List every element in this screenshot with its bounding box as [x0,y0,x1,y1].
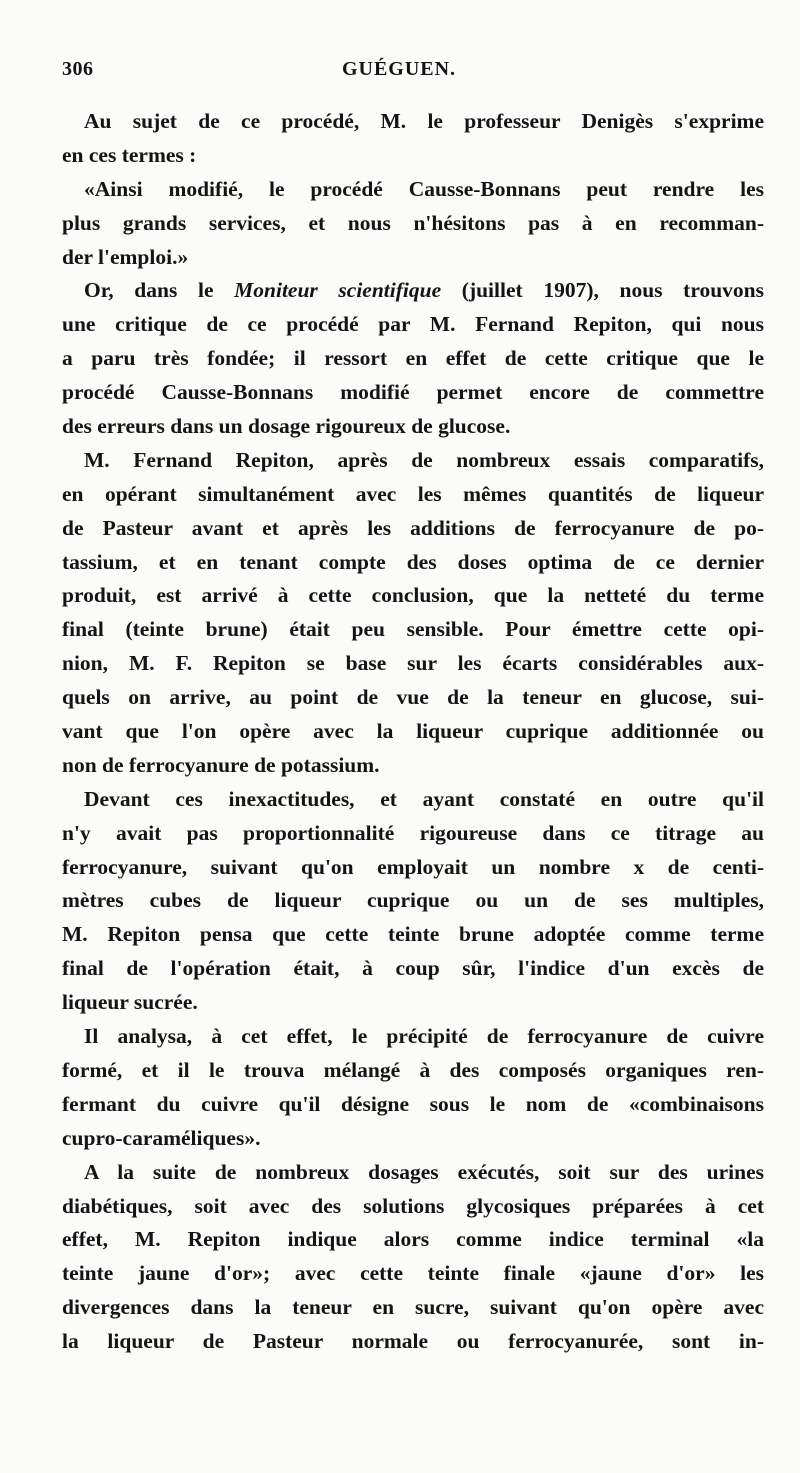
text-line: effet, M. Repiton indique alors comme indice terminal «la [62,1227,764,1252]
text-line: M. Repiton pensa que cette teinte brune adoptée comme terme [62,922,764,947]
text-line: Il analysa, à cet effet, le précipité de ferrocyanure de cuivre [84,1024,764,1049]
text-line-with-italic: Or, dans le Moniteur scientifique (juillet 1907), nous trouvons [84,278,765,303]
text-line: final (teinte brune) était peu sensible. Pour émettre cette opi- [62,617,764,642]
page-number: 306 [62,58,94,80]
text-line: non de ferrocyanure de potassium. [62,752,380,777]
text-line: de Pasteur avant et après les additions de ferrocyanure de po- [62,515,764,540]
text-line: fermant du cuivre qu'il désigne sous le nom de «combinaisons [62,1091,764,1116]
body-text [62,105,764,1359]
text-line: produit, est arrivé à cette conclusion, que la netteté du terme [62,583,764,608]
text-line: une critique de ce procédé par M. Fernand Repiton, qui nous [62,312,764,337]
text-line: n'y avait pas proportionnalité rigoureuse dans ce titrage au [62,820,764,845]
text-line: divergences dans la teneur en sucre, suivant qu'on opère avec [62,1295,764,1320]
text-line: M. Fernand Repiton, après de nombreux essais comparatifs, [84,447,764,472]
text-line: «Ainsi modifié, le procédé Causse-Bonnans peut rendre les [84,176,764,201]
text-line: cupro-caraméliques». [62,1125,261,1150]
text-line: A la suite de nombreux dosages exécutés, soit sur des urines [84,1159,764,1184]
text-line: la liqueur de Pasteur normale ou ferrocyanurée, sont in- [62,1329,764,1354]
italic-title: Moniteur scientifique [234,278,442,303]
running-head: GUÉGUEN. [341,58,457,80]
text-line: teinte jaune d'or»; avec cette teinte finale «jaune d'or» les [62,1261,764,1286]
text-line: ferrocyanure, suivant qu'on employait un nombre x de centi- [62,854,764,879]
text-line: quels on arrive, au point de vue de la teneur en glucose, sui- [62,685,764,710]
text-line: formé, et il le trouva mélangé à des composés organiques ren- [62,1057,764,1082]
text-line: final de l'opération était, à coup sûr, l'indice d'un excès de [62,956,764,981]
text-line: der l'emploi.» [62,244,189,269]
text-line: des erreurs dans un dosage rigoureux de glucose. [62,414,511,439]
text-line: en opérant simultanément avec les mêmes quantités de liqueur [62,481,764,506]
text-line: nion, M. F. Repiton se base sur les écarts considérables aux- [62,651,764,676]
text-line: Au sujet de ce procédé, M. le professeur Denigès s'exprime [84,109,764,133]
text-line: vant que l'on opère avec la liqueur cuprique additionnée ou [62,719,764,744]
text-line: mètres cubes de liqueur cuprique ou un de ses multiples, [62,888,764,913]
text-line: tassium, et en tenant compte des doses optima de ce dernier [62,549,764,574]
page-header [62,58,736,92]
text-line: diabétiques, soit avec des solutions glycosiques préparées à cet [62,1193,764,1218]
text-line: procédé Causse-Bonnans modifié permet encore de commettre [62,380,764,405]
text-line: plus grands services, et nous n'hésitons pas à en recomman- [62,210,764,235]
text-line: liqueur sucrée. [62,990,198,1015]
text-line: a paru très fondée; il ressort en effet de cette critique que le [62,346,764,371]
text-line: en ces termes : [62,142,197,167]
text-line: Devant ces inexactitudes, et ayant constaté en outre qu'il [84,786,764,811]
